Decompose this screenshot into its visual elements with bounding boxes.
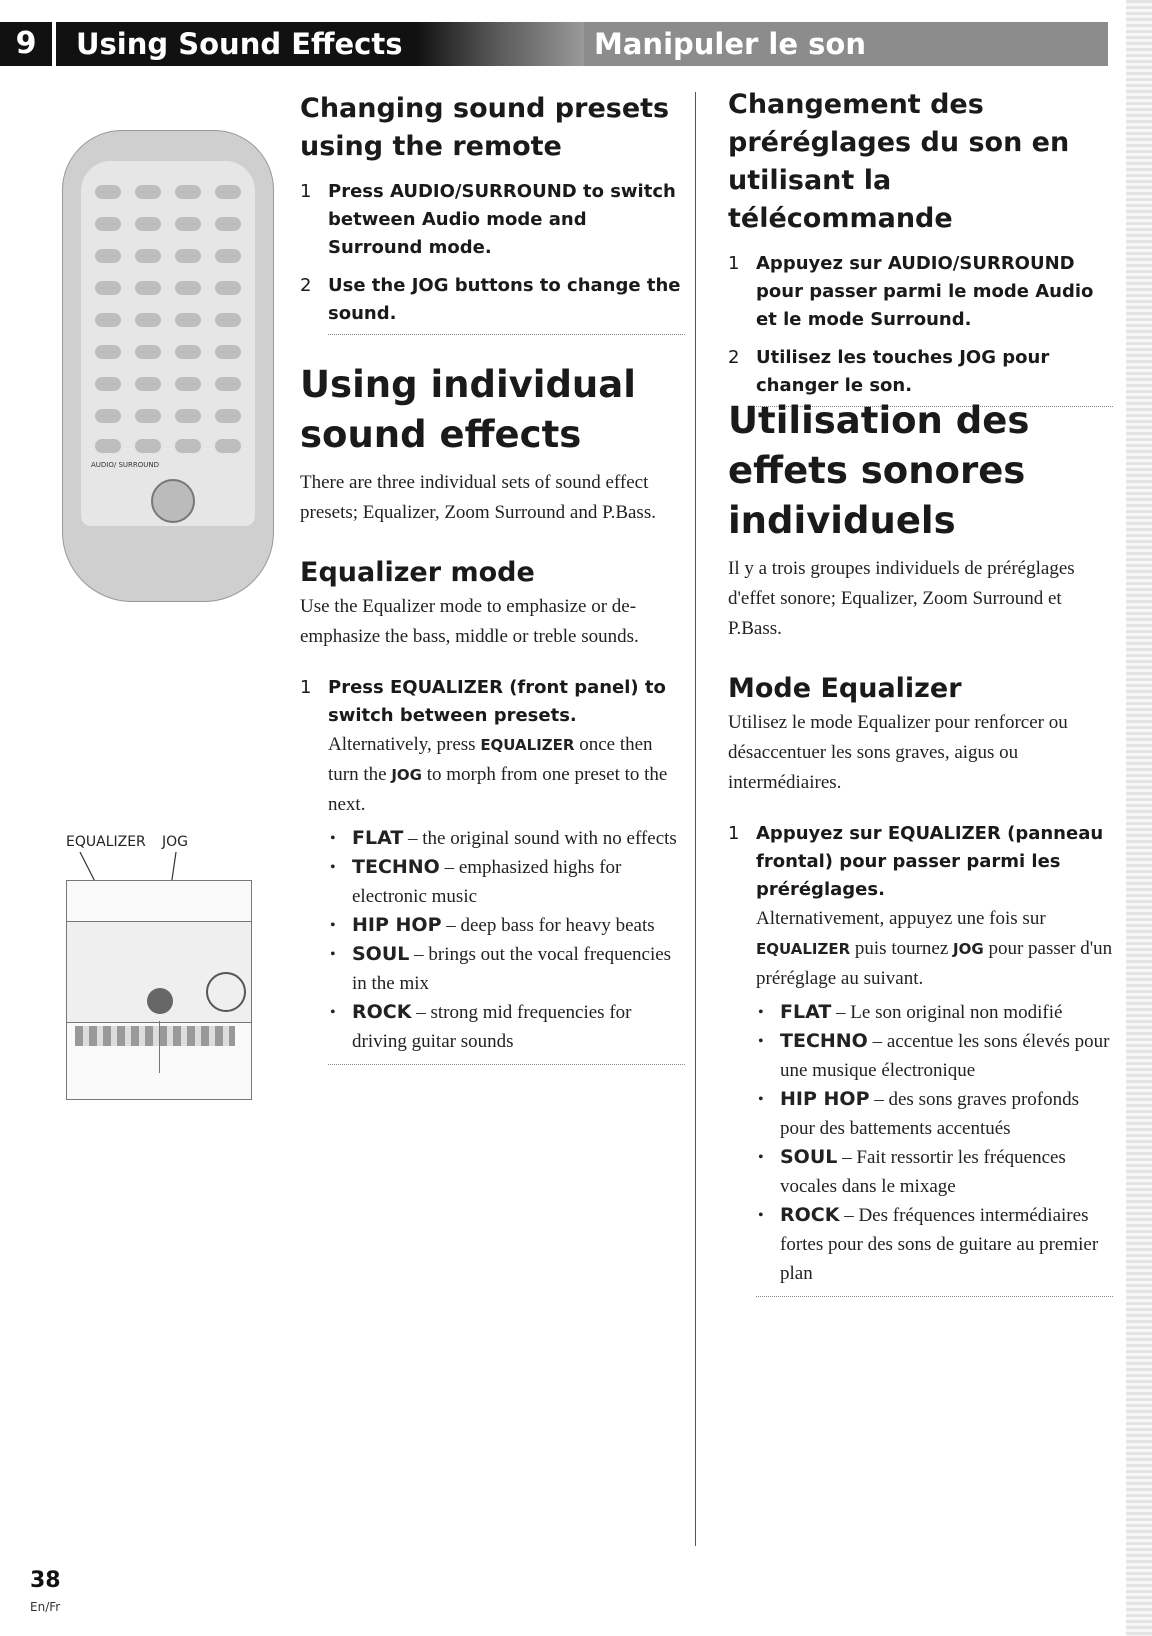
- preset-desc: – brings out the vocal frequencies in the mix: [352, 944, 672, 994]
- remote-button-row: [95, 377, 241, 395]
- fr-individual-section: [728, 396, 1113, 1297]
- panel-label-jog: JOG: [162, 834, 188, 850]
- fr-presets-step-2: [728, 344, 1113, 400]
- en-presets-step-1: [300, 178, 685, 262]
- section-rule: [328, 1064, 685, 1065]
- step-text: Use the JOG buttons to change the sound.: [328, 275, 681, 324]
- step-text: Utilisez les touches JOG pour changer le son.: [756, 347, 1050, 396]
- volume-knob-icon: [206, 972, 246, 1012]
- panel-divider: [159, 1021, 160, 1073]
- preset-desc: – Le son original non modifié: [836, 1002, 1063, 1023]
- preset-name: SOUL: [780, 1146, 838, 1168]
- chapter-title-fr: Manipuler le son: [584, 22, 1108, 66]
- step-number: 1: [728, 253, 740, 274]
- remote-button-row: [95, 345, 241, 363]
- remote-button-row: [95, 409, 241, 427]
- header-divider: [416, 22, 584, 66]
- note-text: Alternativement, appuyez une fois sur: [756, 908, 1046, 929]
- fr-presets-heading: Changement des préréglages du son en utilisant la télécommande: [728, 89, 1070, 234]
- note-text: to morph from one preset to the next.: [328, 764, 668, 815]
- preset-name: ROCK: [780, 1204, 840, 1226]
- section-rule: [328, 334, 685, 335]
- step-text: Appuyez sur EQUALIZER (panneau frontal) pour passer parmi les préréglages.: [756, 823, 1104, 900]
- preset-desc: – Fait ressortir les fréquences vocales dans le mixage: [780, 1147, 1066, 1197]
- en-individual-section: [300, 360, 685, 1065]
- step-text: Appuyez sur AUDIO/SURROUND pour passer parmi le mode Audio et le mode Surround.: [756, 253, 1094, 330]
- note-text: puis tournez: [854, 938, 949, 959]
- note-keyword-equalizer: EQUALIZER: [756, 940, 851, 958]
- list-item: [328, 940, 685, 998]
- jog-knob-icon: [147, 988, 173, 1014]
- column-divider: [695, 92, 696, 1546]
- note-keyword-jog: JOG: [391, 766, 422, 784]
- preset-desc: – Des fréquences intermédiaires fortes pour des sons de guitare au premier plan: [780, 1205, 1099, 1284]
- note-keyword-jog: JOG: [953, 940, 984, 958]
- chapter-number: 9: [0, 22, 52, 66]
- fr-eq-body: Utilisez le mode Equalizer pour renforcer ou désaccentuer les sons graves, aigus ou intermédiaires.: [728, 712, 1068, 793]
- page-languages: En/Fr: [30, 1600, 61, 1614]
- preset-desc: – the original sound with no effects: [408, 828, 677, 849]
- list-item: [756, 1143, 1113, 1201]
- remote-jog-dial: [151, 479, 195, 523]
- preset-name: SOUL: [352, 943, 410, 965]
- preset-name: TECHNO: [780, 1030, 868, 1052]
- step-text: Press AUDIO/SURROUND to switch between Audio mode and Surround mode.: [328, 181, 676, 258]
- step-number: 2: [728, 347, 740, 368]
- page-number: 38: [30, 1568, 61, 1593]
- en-presets-heading: Changing sound presets using the remote: [300, 93, 670, 162]
- remote-button-row: [95, 281, 241, 299]
- step-text: Press EQUALIZER (front panel) to switch between presets.: [328, 677, 666, 726]
- list-item: [328, 824, 685, 853]
- note-text: once then turn the: [328, 734, 653, 785]
- list-item: [756, 998, 1113, 1027]
- list-item: [756, 1027, 1113, 1085]
- list-item: [756, 1085, 1113, 1143]
- preset-name: ROCK: [352, 1001, 412, 1023]
- chapter-header: [0, 22, 1108, 66]
- list-item: [328, 853, 685, 911]
- section-rule: [756, 1296, 1113, 1297]
- panel-label-equalizer: EQUALIZER: [66, 834, 146, 850]
- remote-control-illustration: [62, 130, 274, 602]
- preset-desc: – emphasized highs for electronic music: [352, 857, 622, 907]
- note-text: pour passer d'un préréglage au suivant.: [756, 938, 1113, 989]
- remote-audio-surround-label: AUDIO/ SURROUND: [91, 461, 160, 469]
- preset-desc: – des sons graves profonds pour des battements accentués: [780, 1089, 1080, 1139]
- list-item: [328, 911, 685, 940]
- preset-desc: – deep bass for heavy beats: [446, 915, 655, 936]
- preset-name: FLAT: [352, 827, 404, 849]
- note-text: Alternatively, press: [328, 734, 476, 755]
- fr-presets-step-1: [728, 250, 1113, 334]
- fr-individual-heading: Utilisation des effets sonores individuels: [728, 399, 1030, 542]
- remote-button-row: [95, 217, 241, 235]
- preset-name: TECHNO: [352, 856, 440, 878]
- front-panel-illustration: [66, 880, 252, 1100]
- step-number: 1: [728, 823, 740, 844]
- preset-desc: – accentue les sons élevés pour une musique électronique: [780, 1031, 1110, 1081]
- list-item: [756, 1201, 1113, 1288]
- remote-button-row: [95, 313, 241, 331]
- fr-preset-list: [728, 998, 1113, 1288]
- chapter-title-en: Using Sound Effects: [56, 22, 416, 66]
- fr-eq-heading: Mode Equalizer: [728, 673, 962, 704]
- fr-presets-section: [728, 86, 1113, 407]
- panel-button-strip: [75, 1026, 235, 1046]
- step-number: 1: [300, 677, 312, 698]
- preset-name: HIP HOP: [352, 914, 442, 936]
- en-individual-body: There are three individual sets of sound effect presets; Equalizer, Zoom Surround and P.Bass.: [300, 472, 656, 523]
- en-eq-note: [300, 730, 685, 820]
- en-preset-list: [300, 824, 685, 1056]
- preset-name: HIP HOP: [780, 1088, 870, 1110]
- front-panel-controls: [67, 921, 251, 1023]
- en-eq-heading: Equalizer mode: [300, 557, 535, 588]
- fr-eq-step-1: [728, 820, 1113, 904]
- step-number: 1: [300, 181, 312, 202]
- preset-name: FLAT: [780, 1001, 832, 1023]
- remote-button-row: [95, 249, 241, 267]
- preset-desc: – strong mid frequencies for driving guitar sounds: [352, 1002, 632, 1052]
- en-eq-step-1: [300, 674, 685, 730]
- remote-button-row: [95, 185, 241, 203]
- remote-button-row: [95, 439, 241, 457]
- en-presets-step-2: [300, 272, 685, 328]
- fr-eq-note: [728, 904, 1113, 994]
- en-eq-body: Use the Equalizer mode to emphasize or de-emphasize the bass, middle or treble sounds.: [300, 596, 639, 647]
- en-presets-section: [300, 90, 685, 335]
- step-number: 2: [300, 275, 312, 296]
- remote-face: [81, 161, 255, 526]
- page-edge-texture: [1126, 0, 1152, 1636]
- note-keyword-equalizer: EQUALIZER: [480, 736, 575, 754]
- list-item: [328, 998, 685, 1056]
- fr-individual-body: Il y a trois groupes individuels de préréglages d'effet sonore; Equalizer, Zoom Surround et P.Bass.: [728, 558, 1075, 639]
- en-individual-heading: Using individual sound effects: [300, 363, 636, 456]
